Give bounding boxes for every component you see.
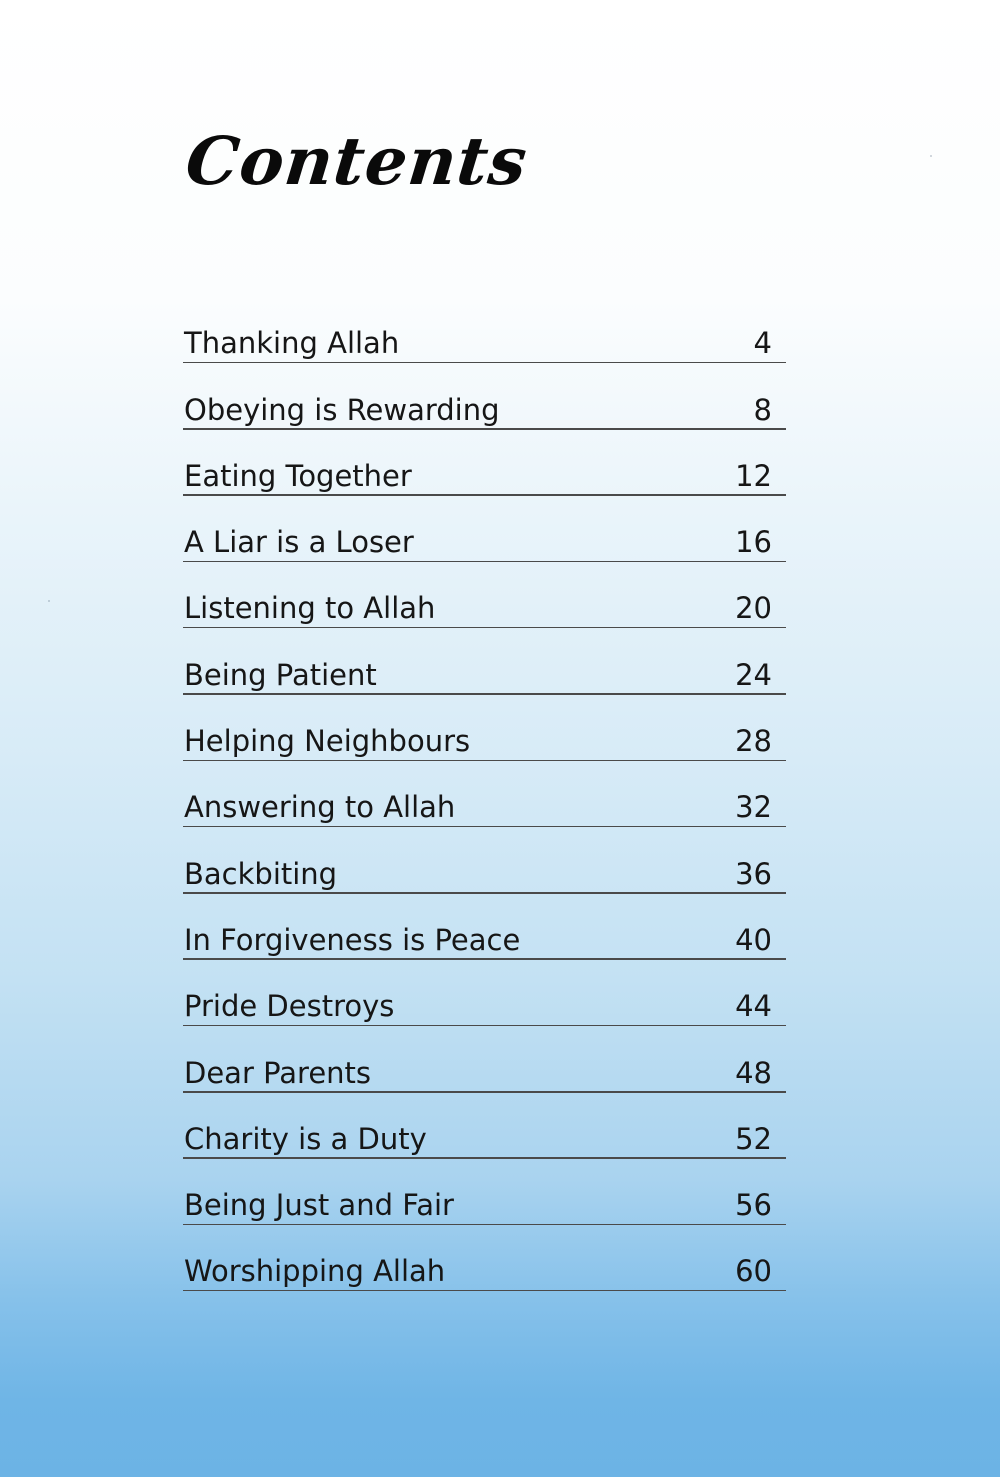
toc-entry-title: Eating Together (184, 458, 412, 493)
toc-entry-page: 28 (735, 724, 772, 759)
toc-entry[interactable] (183, 1026, 786, 1092)
toc-entry[interactable] (183, 1159, 786, 1225)
toc-entry-page: 32 (735, 790, 772, 825)
toc-entry[interactable] (183, 761, 786, 827)
toc-entry-title: Listening to Allah (184, 591, 436, 626)
page-title: Contents (182, 122, 532, 200)
toc-entry-title: Worshipping Allah (184, 1254, 446, 1289)
toc-entry-page: 20 (735, 591, 772, 626)
toc-entry[interactable] (183, 430, 786, 496)
toc-divider (183, 1290, 786, 1292)
toc-entry-page: 52 (735, 1121, 772, 1156)
toc-entry-title: Helping Neighbours (184, 724, 471, 759)
toc-entry[interactable] (183, 960, 786, 1026)
toc-entry-title: In Forgiveness is Peace (184, 922, 521, 957)
toc-entry-title: Pride Destroys (184, 989, 395, 1024)
toc-entry[interactable] (183, 695, 786, 761)
toc-entry-page: 24 (735, 657, 772, 692)
toc-entry-page: 48 (735, 1055, 772, 1090)
toc-entry-page: 44 (735, 989, 772, 1024)
toc-entry-title: Backbiting (184, 856, 338, 891)
paper-speck (48, 600, 50, 602)
toc-entry-title: A Liar is a Loser (184, 525, 414, 560)
toc-entry[interactable] (183, 827, 786, 893)
toc-entry[interactable] (183, 894, 786, 960)
toc-entry-page: 56 (735, 1188, 772, 1223)
toc-entry[interactable] (183, 1225, 786, 1291)
toc-entry-page: 60 (735, 1254, 772, 1289)
toc-entry[interactable] (183, 628, 786, 694)
toc-entry-page: 12 (735, 458, 772, 493)
toc-entry-page: 8 (753, 392, 772, 427)
toc-entry-title: Obeying is Rewarding (184, 392, 500, 427)
toc-entry[interactable] (183, 562, 786, 628)
toc-entry[interactable] (183, 1093, 786, 1159)
toc-entry-title: Answering to Allah (184, 790, 456, 825)
toc-entry[interactable] (183, 363, 786, 429)
paper-speck (930, 155, 932, 157)
toc-entry-page: 36 (735, 856, 772, 891)
toc-entry-page: 16 (735, 525, 772, 560)
toc-entry-title: Charity is a Duty (184, 1121, 427, 1156)
toc-entry[interactable] (183, 297, 786, 363)
table-of-contents (183, 297, 786, 1291)
toc-entry-title: Dear Parents (184, 1055, 372, 1090)
toc-entry-title: Being Patient (184, 657, 377, 692)
toc-entry-title: Thanking Allah (184, 326, 400, 361)
toc-entry[interactable] (183, 496, 786, 562)
toc-entry-page: 4 (753, 326, 772, 361)
toc-entry-page: 40 (735, 922, 772, 957)
toc-entry-title: Being Just and Fair (184, 1188, 454, 1223)
